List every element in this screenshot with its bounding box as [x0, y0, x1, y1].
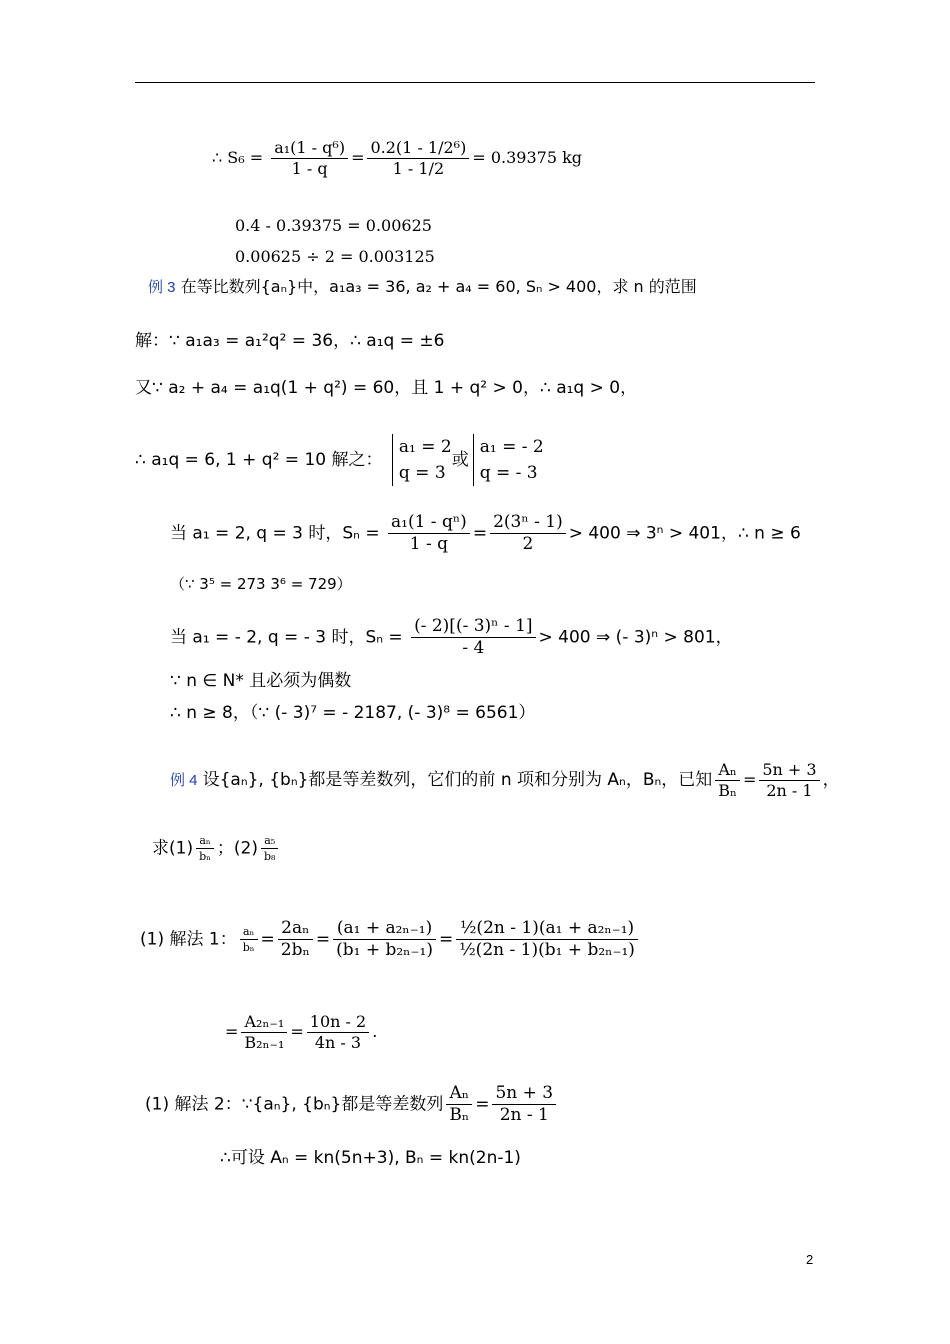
sn-frac-case-2: $\frac{\text{(- 2)[(- 3)ⁿ - 1]}}{- 4}$	[411, 618, 535, 657]
solution-step-7: ∵ n ∈ N* 且必须为偶数	[170, 671, 352, 691]
solution-step-3	[135, 434, 544, 486]
method-2-assume: ∴可设 Aₙ = kn(5n+3), Bₙ = kn(2n-1)	[220, 1148, 521, 1168]
page-number: 2	[806, 1252, 814, 1267]
example-4-heading: 例 4 设{aₙ}, {bₙ}都是等差数列，它们的前 n 项和分别为 Aₙ，Bₙ，已知 $\frac{\text{Aₙ}}{\text{Bₙ}}$ = $\frac{5n + 3}{2n - 1}$ ，	[170, 760, 840, 800]
step-3-text: ∴ a₁q = 6, 1 + q² = 10 解之：	[135, 450, 383, 470]
step-6-text: 当 a₁ = - 2, q = - 3 时，Sₙ =	[170, 627, 409, 648]
line-divide: 0.00625 ÷ 2 = 0.003125	[235, 247, 435, 266]
m2-frac-1: $\frac{\text{Aₙ}}{\text{Bₙ}}$	[446, 1085, 472, 1124]
or-word: 或	[451, 450, 469, 470]
ratio-given: $\frac{5n + 3}{2n - 1}$	[759, 762, 819, 799]
example-4-label: 例 4	[170, 772, 198, 789]
example-3-text: 在等比数列{aₙ}中，a₁a₃ = 36, a₂ + a₄ = 60, Sₙ > 400，求 n 的范围	[180, 277, 697, 296]
header-rule	[135, 82, 815, 83]
system-1: a₁ = 2 q = 3	[392, 434, 452, 486]
m1-result-frac-2: $\frac{10n - 2}{4n - 3}$	[307, 1014, 369, 1051]
m1-result-frac-1: $\frac{\text{A₂ₙ₋₁}}{\text{B₂ₙ₋₁}}$	[241, 1014, 287, 1051]
method-1-label: (1) 解法 1：	[140, 929, 237, 950]
solution-step-4: 当 a₁ = 2, q = 3 时，Sₙ = $\frac{\text{a₁(1 - qⁿ)}}{1 - q}$ = $\frac{\text{2(3ⁿ - 1)}}{2}$ > 400 ⇒ 3ⁿ > 401，∴ n ≥ 6	[170, 512, 801, 554]
example-3-heading	[148, 279, 697, 295]
equals-sign: =	[742, 770, 757, 789]
solution-step-2: 又∵ a₂ + a₄ = a₁q(1 + q²) = 60，且 1 + q² > 0，∴ a₁q > 0，	[135, 378, 638, 398]
method-1-line: (1) 解法 1： $\frac{\text{aₙ}}{\text{bₙ}}$ = $\frac{\text{2aₙ}}{\text{2bₙ}}$ = $\frac{\text{(a₁ + a₂ₙ₋₁)}}{\text{(b₁ + b₂ₙ₋₁)}}$ = $\frac{\text{½(2n - 1)(a₁ + a₂ₙ₋₁)}}{\text{½(2n - 1)(b₁ + b₂ₙ₋₁)}}$	[140, 920, 641, 959]
example-4-text: 设{aₙ}, {bₙ}都是等差数列，它们的前 n 项和分别为 Aₙ，Bₙ，已知	[202, 770, 713, 790]
s6-result: = 0.39375 kg	[472, 148, 583, 167]
m1-frac-4: $\frac{\text{½(2n - 1)(a₁ + a₂ₙ₋₁)}}{\text{½(2n - 1)(b₁ + b₂ₙ₋₁)}}$	[456, 920, 638, 959]
example-3-label: 例 3	[148, 279, 176, 296]
step-4-text: 当 a₁ = 2, q = 3 时，Sₙ =	[170, 523, 385, 544]
solution-step-6	[170, 618, 733, 657]
question-2-frac: $\frac{\text{a₅}}{\text{b₈}}$	[261, 835, 278, 862]
step-6-conclusion: > 400 ⇒ (- 3)ⁿ > 801，	[538, 627, 733, 648]
method-1-result: = $\frac{\text{A₂ₙ₋₁}}{\text{B₂ₙ₋₁}}$ = $\frac{10n - 2}{4n - 3}$ .	[225, 1012, 378, 1052]
s6-lhs: ∴ S₆ =	[212, 148, 269, 167]
m2-frac-2: $\frac{5n + 3}{2n - 1}$	[492, 1085, 556, 1124]
question-line	[152, 835, 281, 862]
sn-frac-case-1: $\frac{\text{2(3ⁿ - 1)}}{2}$	[490, 514, 566, 553]
sn-frac-general: $\frac{\text{a₁(1 - qⁿ)}}{1 - q}$	[388, 514, 470, 553]
solution-step-8: ∴ n ≥ 8，（∵ (- 3)⁷ = - 2187, (- 3)⁸ = 6561）	[170, 703, 536, 723]
system-2: a₁ = - 2 q = - 3	[473, 434, 544, 486]
solution-step-1: 解：∵ a₁a₃ = a₁²q² = 36，∴ a₁q = ±6	[135, 331, 445, 351]
method-2-label: (1) 解法 2：∵{aₙ}, {bₙ}都是等差数列	[145, 1094, 444, 1115]
line-subtract: 0.4 - 0.39375 = 0.00625	[235, 216, 432, 235]
ratio-a-b: $\frac{\text{Aₙ}}{\text{Bₙ}}$	[715, 762, 740, 799]
question-1-frac: $\frac{\text{aₙ}}{\text{bₙ}}$	[196, 835, 214, 862]
s6-frac-general: $\frac{\text{a₁(1 - q⁶)}}{1 - q}$	[271, 140, 348, 177]
s6-frac-numeric: $\frac{\text{0.2(1 - 1/2⁶)}}{1 - 1/2}$	[367, 140, 469, 177]
question-1-label: 求(1)	[152, 838, 194, 859]
m1-frac-2: $\frac{\text{2aₙ}}{\text{2bₙ}}$	[278, 920, 313, 959]
step-4-conclusion: > 400 ⇒ 3ⁿ > 401，∴ n ≥ 6	[568, 523, 801, 544]
method-2-line: (1) 解法 2：∵{aₙ}, {bₙ}都是等差数列 $\frac{\text{Aₙ}}{\text{Bₙ}}$ = $\frac{5n + 3}{2n - 1}$	[145, 1085, 559, 1124]
m1-frac-1: $\frac{\text{aₙ}}{\text{bₙ}}$	[240, 926, 258, 953]
line-s6: ∴ S₆ = $\frac{\text{a₁(1 - q⁶)}}{1 - q}$ = $\frac{\text{0.2(1 - 1/2⁶)}}{1 - 1/2}$ = 0.39375 kg	[212, 138, 583, 178]
m1-frac-3: $\frac{\text{(a₁ + a₂ₙ₋₁)}}{\text{(b₁ + b₂ₙ₋₁)}}$	[333, 920, 436, 959]
question-2-label: ；(2)	[216, 838, 258, 859]
solution-check-1: （∵ 3⁵ = 273 3⁶ = 729）	[170, 575, 352, 593]
